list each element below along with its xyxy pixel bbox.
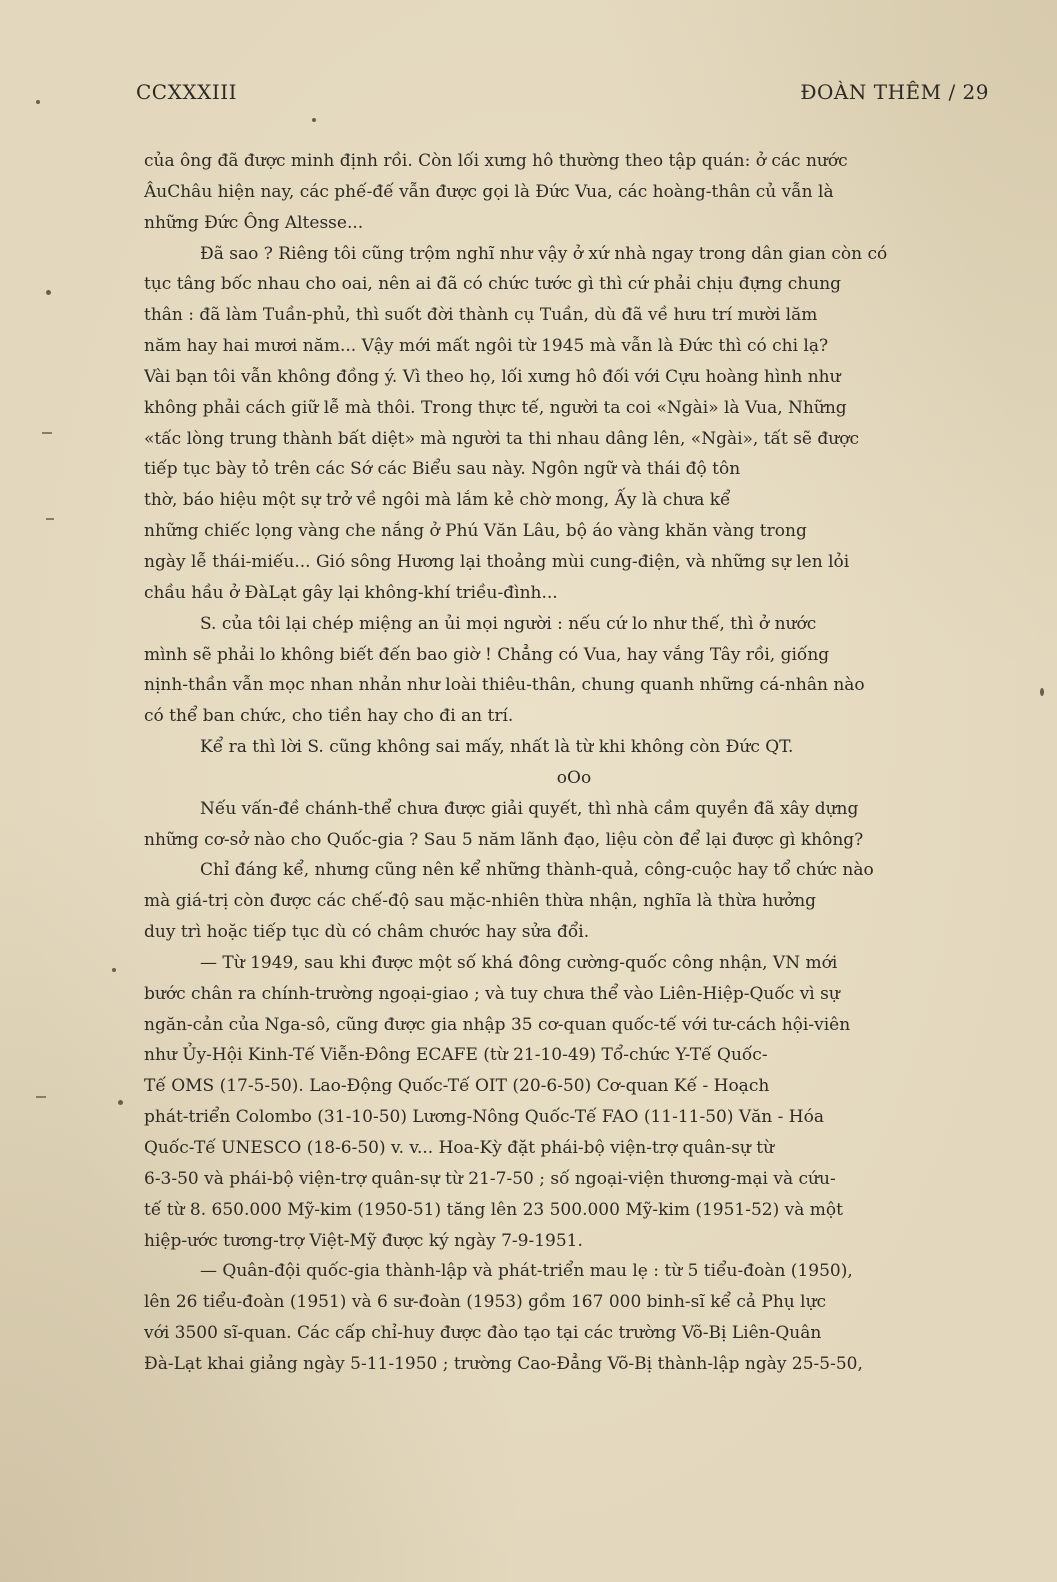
text-line: những Đức Ông Altesse... [144,212,364,233]
body-text [144,146,1004,1380]
text-line: tiếp tục bày tỏ trên các Sớ các Biểu sau này. Ngôn ngữ và thái độ tôn [144,459,741,480]
scan-speck [112,968,116,972]
text-line: bước chân ra chính-trường ngoại-giao ; và tuy chưa thể vào Liên-Hiệp-Quốc vì sự [144,983,840,1004]
edge-mark [46,518,54,520]
text-line: năm hay hai mươi năm... Vậy mới mất ngôi từ 1945 mà vẫn là Đức thì có chi lạ? [144,336,829,357]
text-line: Vài bạn tôi vẫn không đồng ý. Vì theo họ, lối xưng hô đối với Cựu hoàng hình như [144,366,841,387]
text-line: không phải cách giữ lễ mà thôi. Trong thực tế, người ta coi «Ngài» là Vua, Những [144,397,847,418]
text-line: Chỉ đáng kể, nhưng cũng nên kể những thành-quả, công-cuộc hay tổ chức nào [200,860,874,881]
text-line: «tấc lòng trung thành bất diệt» mà người ta thi nhau dâng lên, «Ngài», tất sẽ được [144,428,859,449]
text-line: như Ủy-Hội Kinh-Tế Viễn-Đông ECAFE (từ 21-10-49) Tổ-chức Y-Tế Quốc- [144,1045,768,1066]
text-line: Nếu vấn-đề chánh-thể chưa được giải quyết, thì nhà cầm quyền đã xây dựng [200,798,859,819]
text-line: mà giá-trị còn được các chế-độ sau mặc-nhiên thừa nhận, nghĩa là thừa hưởng [144,891,817,912]
scan-speck [36,100,40,104]
scan-speck [1040,688,1044,696]
text-line: những chiếc lọng vàng che nắng ở Phú Văn Lâu, bộ áo vàng khăn vàng trong [144,521,807,542]
text-line: Tế OMS (17-5-50). Lao-Động Quốc-Tế OIT (20-6-50) Cơ-quan Kế - Hoạch [144,1076,770,1097]
edge-mark [36,1096,46,1098]
text-line: Đã sao ? Riêng tôi cũng trộm nghĩ như vậy ở xứ nhà ngay trong dân gian còn có [200,243,888,264]
scan-speck [118,1100,123,1105]
text-line: tế từ 8. 650.000 Mỹ-kim (1950-51) tăng lên 23 500.000 Mỹ-kim (1951-52) và một [144,1199,843,1220]
text-line: 6-3-50 và phái-bộ viện-trợ quân-sự từ 21-7-50 ; số ngoại-viện thương-mại và cứu- [144,1168,836,1189]
text-line: thân : đã làm Tuần-phủ, thì suốt đời thành cụ Tuần, dù đã về hưu trí mười lăm [144,305,818,326]
text-line: Quốc-Tế UNESCO (18-6-50) v. v... Hoa-Kỳ đặt phái-bộ viện-trợ quân-sự từ [144,1138,775,1158]
text-line: lên 26 tiểu-đoàn (1951) và 6 sư-đoàn (1953) gồm 167 000 binh-sĩ kể cả Phụ lực [144,1292,827,1313]
text-line: những cơ-sở nào cho Quốc-gia ? Sau 5 năm lãnh đạo, liệu còn để lại được gì không? [144,829,864,850]
text-line: phát-triển Colombo (31-10-50) Lương-Nông Quốc-Tế FAO (11-11-50) Văn - Hóa [144,1107,824,1128]
text-line: thờ, báo hiệu một sự trở về ngôi mà lắm kẻ chờ mong, Ấy là chưa kể [144,490,731,511]
text-line: hiệp-ước tương-trợ Việt-Mỹ được ký ngày 7-9-1951. [144,1230,583,1251]
scan-speck [312,118,316,122]
text-line: ngăn-cản của Nga-sô, cũng được gia nhập 35 cơ-quan quốc-tế với tư-cách hội-viên [144,1014,851,1035]
text-line: ÂuChâu hiện nay, các phế-đế vẫn được gọi là Đức Vua, các hoàng-thân củ vẫn là [144,181,834,202]
scan-speck [46,290,51,295]
text-line: nịnh-thần vẫn mọc nhan nhản như loài thiêu-thân, chung quanh những cá-nhân nào [144,675,865,696]
edge-mark [42,432,52,434]
text-line: — Quân-đội quốc-gia thành-lập và phát-triển mau lẹ : từ 5 tiểu-đoàn (1950), [200,1261,853,1282]
text-line: Đà-Lạt khai giảng ngày 5-11-1950 ; trường Cao-Đẳng Võ-Bị thành-lập ngày 25-5-50, [144,1353,863,1374]
text-line: với 3500 sĩ-quan. Các cấp chỉ-huy được đào tạo tại các trường Võ-Bị Liên-Quân [144,1323,822,1344]
text-line: ngày lễ thái-miếu... Gió sông Hương lại thoảng mùi cung-điện, và những sự len lỏi [144,551,850,572]
section-separator: oOo [556,767,592,788]
text-line: mình sẽ phải lo không biết đến bao giờ ! Chẳng có Vua, hay vắng Tây rồi, giống [144,644,830,665]
text-line: Kể ra thì lời S. cũng không sai mấy, nhất là từ khi không còn Đức QT. [200,737,794,758]
text-line: chầu hầu ở ĐàLạt gây lại không-khí triều-đình... [144,582,558,603]
text-line: của ông đã được minh định rồi. Còn lối xưng hô thường theo tập quán: ở các nước [144,151,848,171]
text-line: — Từ 1949, sau khi được một số khá đông cường-quốc công nhận, VN mới [200,952,838,973]
chapter-number: CCXXXIII [136,80,238,104]
author-page-number: ĐOÀN THÊM / 29 [800,80,989,104]
text-line: S. của tôi lại chép miệng an ủi mọi người : nếu cứ lo như thế, thì ở nước [200,613,817,634]
text-line: duy trì hoặc tiếp tục dù có châm chước hay sửa đổi. [144,922,590,943]
text-line: tục tâng bốc nhau cho oai, nên ai đã có chức tước gì thì cứ phải chịu đựng chung [144,274,842,295]
page-header [136,80,989,112]
text-line: có thể ban chức, cho tiền hay cho đi an trí. [144,706,514,727]
